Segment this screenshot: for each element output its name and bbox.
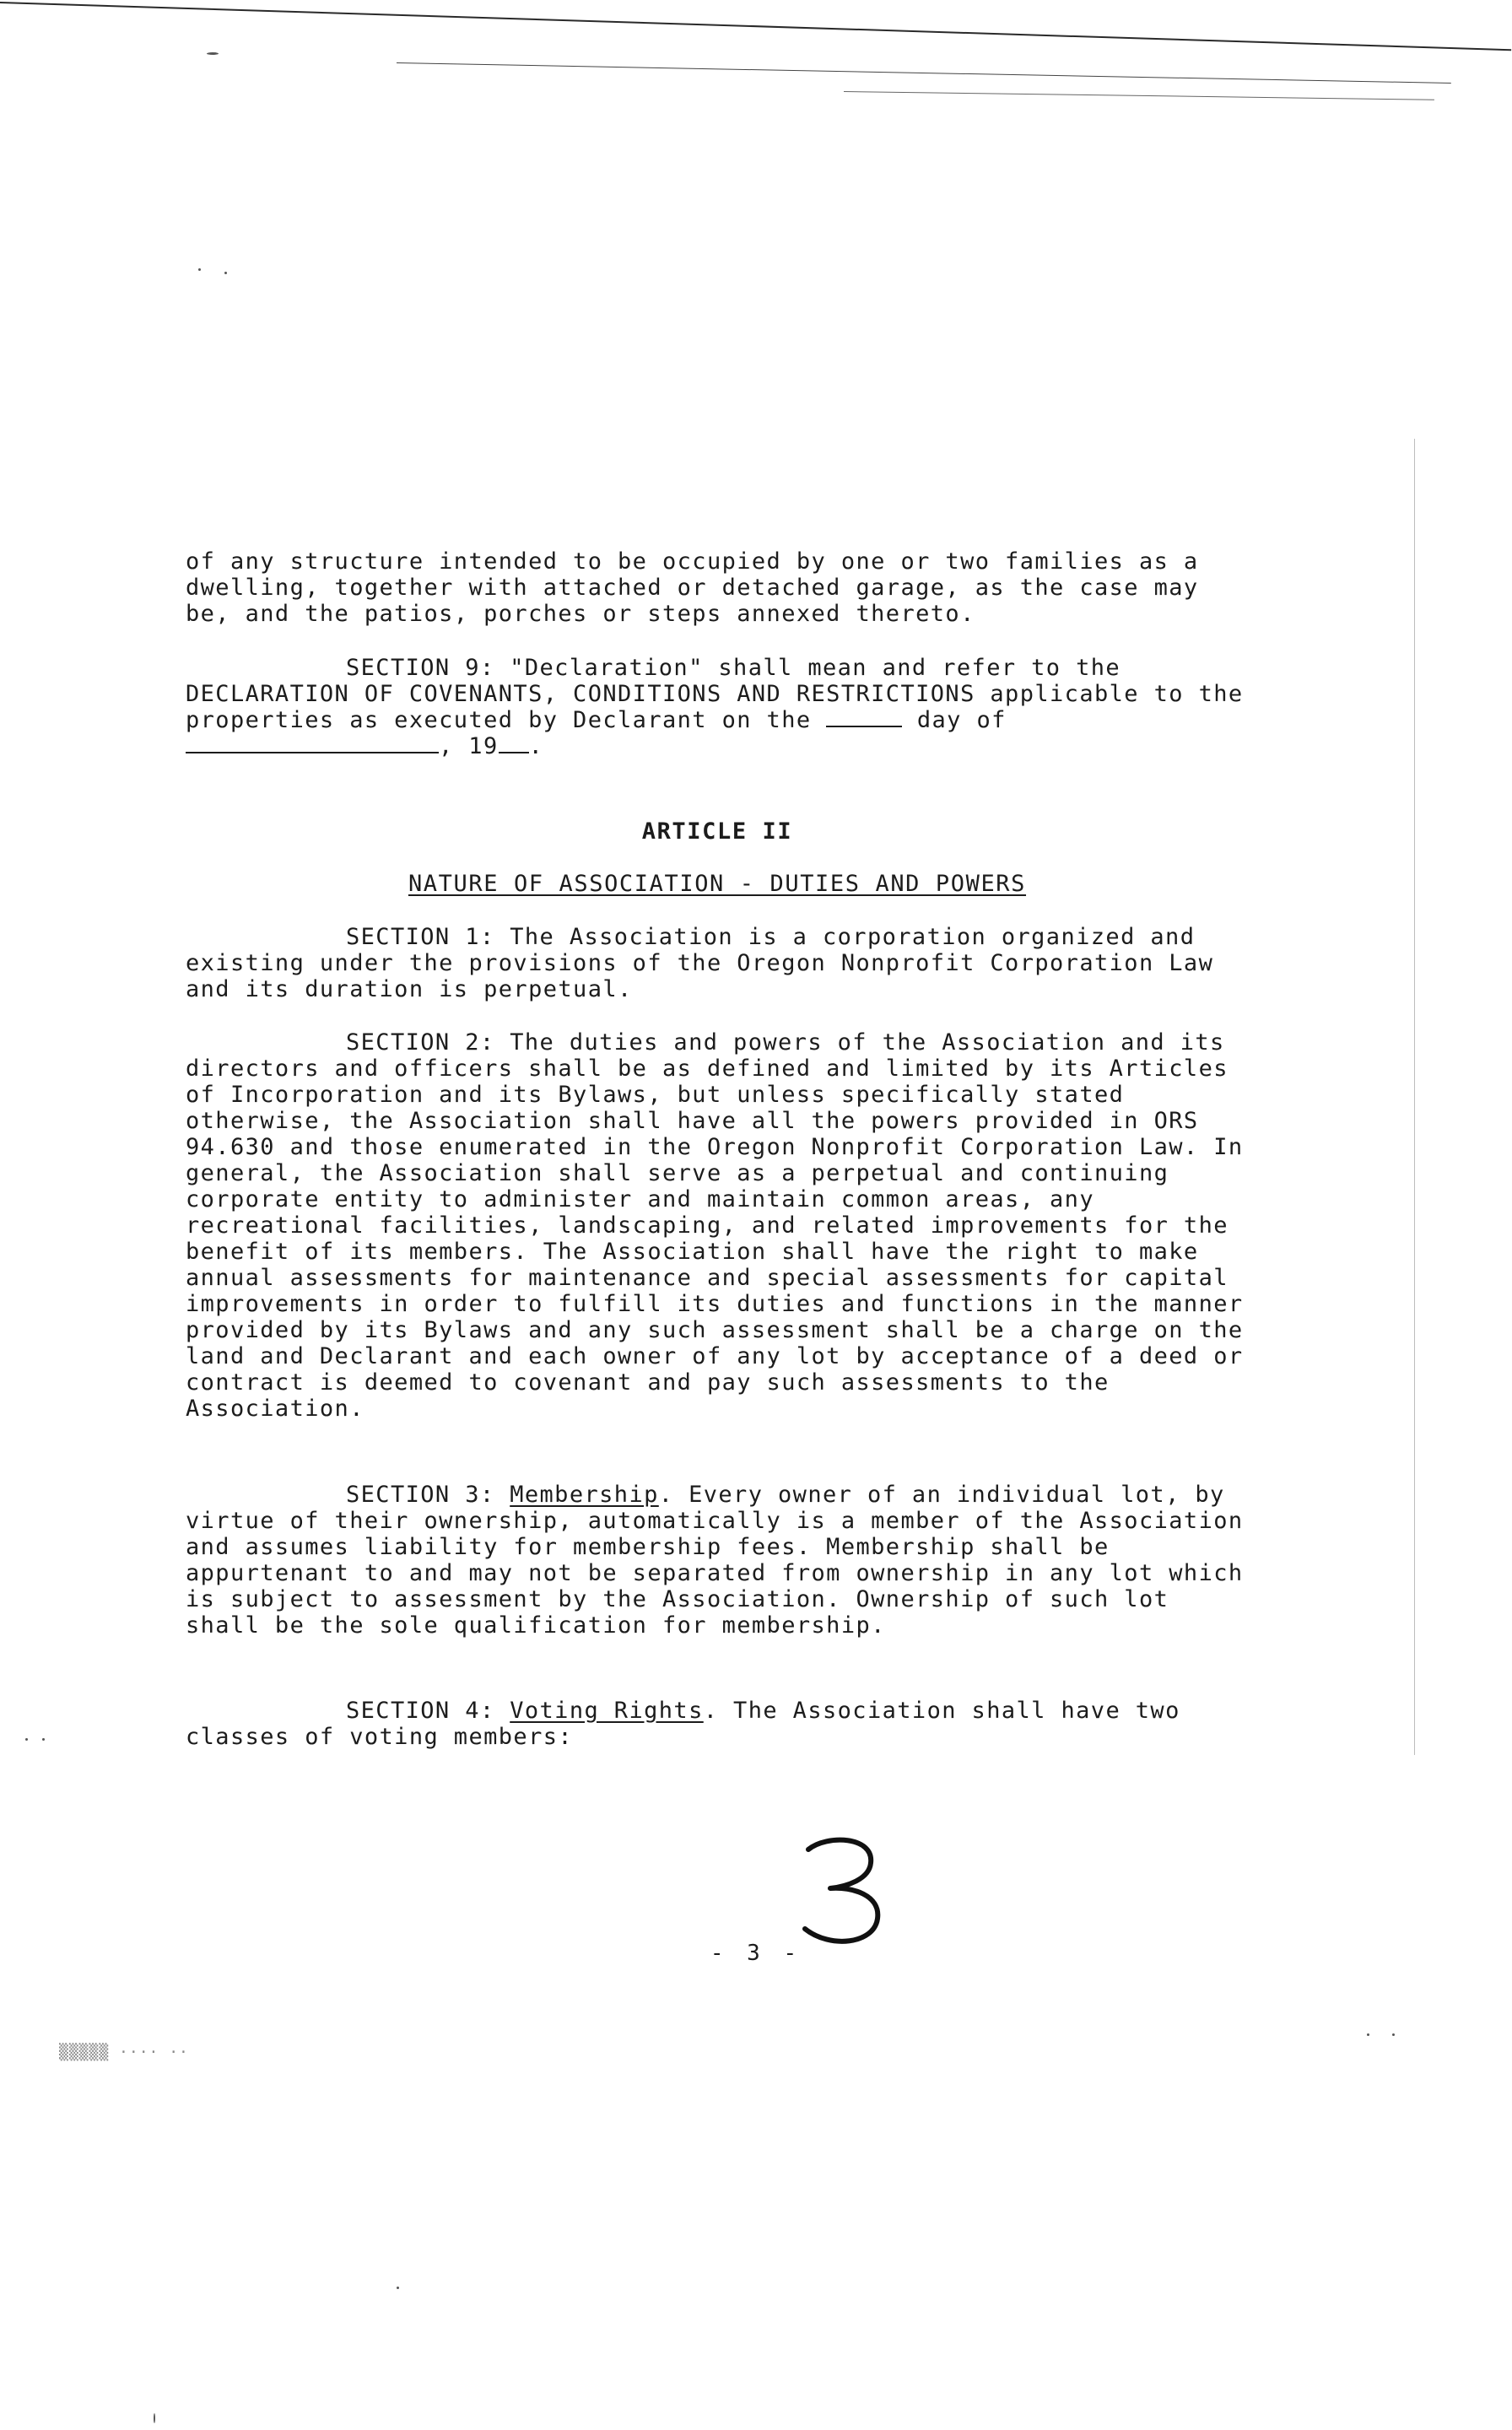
scan-speck [224,272,227,274]
section-1 [186,924,1249,1002]
section-8-continuation [186,548,1249,627]
section-2-body: The duties and powers of the Association and its directors and officers shall be as defined and limited by its Articles of Incorporation and its Bylaws, but unless specifically stated otherwise, the Association shall have all the powers provided in ORS 94.630 and those enumerated in the Oregon Nonprofit Corporation Law. In general, the Association shall serve as a perpetual and continuing corporate entity to administer and maintain common areas, any recreational facilities, landscaping, and related improvements for the benefit of its members. The Association shall have the right to make annual assessments for maintenance and special assessments for capital improvements in order to fulfill its duties and functions in the manner provided by its Bylaws and any such assessment shall be a charge on the land and Declarant and each owner of any lot by acceptance of a deed or contract is deemed to covenant and pay such assessments to the Association. [186,1029,1244,1422]
section-9-body-1: "Declaration" shall mean and refer to the DECLARATION OF COVENANTS, CONDITIONS AND RESTRICTIONS applicable to the properties as executed by Declarant on the [186,655,1244,733]
page-folio: - 3 - [710,1941,802,1966]
scan-edge-line [0,2,1511,51]
section-4 [186,1698,1249,1750]
scan-speck [397,2287,399,2289]
scan-speck [25,1738,28,1741]
stamp-residue: ▒▒▒▒▒ ···· ·· [59,2044,189,2061]
scan-speck [1392,2033,1395,2036]
section-3-heading: Membership [510,1482,659,1508]
blank-day [826,709,902,727]
section-9-body-4: . [528,733,544,759]
blank-month [186,735,439,753]
scan-speck [42,1738,45,1741]
scan-edge-line [844,91,1434,100]
scan-speck [154,2413,155,2423]
scan-speck [198,268,201,271]
section-2 [186,1029,1249,1422]
section-1-body: The Association is a corporation organized and existing under the provisions of the Oregon Nonprofit Corporation Law and its duration is perpetual. [186,924,1214,1002]
section-1-lead: SECTION 1: [346,924,495,950]
section-4-lead: SECTION 4: [346,1698,495,1724]
section-3-lead: SECTION 3: [346,1482,495,1508]
section-9-body-2: day of [902,707,1007,733]
section-3 [186,1482,1249,1639]
scan-edge-line [397,62,1451,84]
section-9-body-3: , 19 [439,733,499,759]
section-4-body: . The Association shall have two classes of voting members: [186,1698,1180,1750]
paragraph-text: of any structure intended to be occupied by one or two families as a dwelling, together with attached or detached garage, as the case may be, and the patios, porches or steps annexed thereto. [186,548,1199,627]
section-4-heading: Voting Rights [510,1698,704,1724]
right-margin-mark [1414,439,1415,1755]
section-3-body: . Every owner of an individual lot, by virtue of their ownership, automatically is a member of the Association and assumes liability for membership fees. Membership shall be appurtenant to and may not be separated from ownership in any lot which is subject to assessment by the Association. Ownership of such lot shall be the sole qualification for membership. [186,1482,1244,1639]
article-number: ARTICLE II [641,818,793,845]
blank-year [499,735,529,753]
section-9 [186,655,1249,759]
section-2-lead: SECTION 2: [346,1029,495,1056]
handwritten-page-number [793,1831,894,1949]
section-9-lead: SECTION 9: [346,655,495,681]
article-title: NATURE OF ASSOCIATION - DUTIES AND POWERS [408,871,1027,897]
scan-speck [1367,2033,1369,2036]
scan-speck [207,52,219,55]
